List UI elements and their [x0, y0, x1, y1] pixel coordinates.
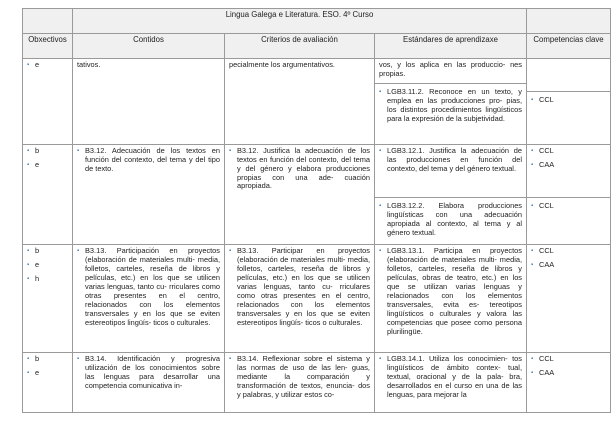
- standard-item: vos, y los aplica en las produccio- nes propias.: [379, 60, 522, 78]
- competence-badge: ▪ CCL: [531, 202, 606, 211]
- objective-item: ▪ b: [27, 247, 68, 256]
- content-text: tativos.: [77, 60, 101, 69]
- competence-badge: ▪ CAA: [531, 369, 606, 378]
- content-text: ▪ B3.13. Participación en proyectos (elaboración de materiales multi- media, folletos, carteles, reseña de libros y películas, etc.) en los que se utilicen varias lenguas, tanto cu- rriculares como otras presentes en el centro, relacionados con los elementos transversales y en los que se eviten estereotipos lingüís- ticos o culturales.: [77, 247, 220, 327]
- standard-item: ▪ LGB3.12.2. Elabora producciones lingüísticas con una adecuación apropiada al contexto, al tema y al género textual.: [379, 202, 522, 238]
- content-cell: [73, 245, 225, 353]
- objective-item: ▪ b: [27, 355, 68, 364]
- column-header-competences: Competencias clave: [527, 34, 611, 59]
- table-row: [23, 59, 611, 145]
- objective-item: ▪ e: [27, 369, 68, 378]
- objective-item: ▪ b: [27, 147, 68, 156]
- standard-item: ▪ LGB3.11.2. Reconoce en un texto, y emplea en las producciones pro- pias, los distintos procedimientos lingüísticos para la expresión de la subjetividad.: [379, 88, 522, 124]
- curriculum-table: [22, 8, 611, 413]
- column-header-standards: Estándares de aprendizaxe: [375, 34, 527, 59]
- criteria-text: ▪ B3.13. Participar en proyectos (elaboración de materiales multi- media, folletos, carteles, reseña de libros y películas, etc.) en los que se utilicen varias lenguas, tanto cu- rriculares como otras presentes en el centro, relacionados con los elementos transversales y en los que se eviten estereotipos lingüís- ticos o culturales.: [229, 247, 370, 327]
- table-title: Lingua Galega e Literatura. ESO. 4º Curso: [73, 9, 527, 34]
- criteria-text: ▪ B3.14. Reflexionar sobre el sistema y las normas de uso de las len- guas, mediante la comparación y transformación de textos, enuncia- dos y palabras, y utilizar estos co-: [229, 355, 370, 400]
- column-header-content: Contidos: [73, 34, 225, 59]
- content-text: ▪ B3.12. Adecuación de los textos en función del contexto, del tema y del tipo de texto.: [77, 147, 220, 174]
- content-cell: [73, 59, 225, 145]
- competence-badge: ▪ CCL: [531, 147, 606, 156]
- table-title-row: [23, 9, 611, 34]
- header-blank-cell: [527, 9, 611, 34]
- competences-cell: [527, 353, 611, 413]
- competence-badge: ▪ CCL: [531, 247, 606, 256]
- objectives-cell: [23, 353, 73, 413]
- criteria-cell: [225, 353, 375, 413]
- content-cell: [73, 353, 225, 413]
- table-row: [23, 144, 611, 245]
- standards-cell: [375, 353, 527, 413]
- competence-badge: ▪ CCL: [531, 96, 606, 105]
- objectives-cell: [23, 245, 73, 353]
- objectives-cell: [23, 59, 73, 145]
- competences-cell: [527, 245, 611, 353]
- standards-cell: [375, 245, 527, 353]
- content-text: ▪ B3.14. Identificación y progresiva utilización de los conocimientos sobre las lenguas para desarrollar una competencia comunicativa in-: [77, 355, 220, 391]
- column-header-objectives: Obxectivos: [23, 34, 73, 59]
- standards-cell: [375, 59, 527, 145]
- content-cell: [73, 144, 225, 245]
- standard-item: ▪ LGB3.14.1. Utiliza los conocimien- tos lingüísticos de ámbito contex- tual, textual, oracional y de la pala- bra, desarrollados en el curso en una de las lenguas, para mejorar la: [379, 355, 522, 400]
- column-header-criteria: Criterios de avaliación: [225, 34, 375, 59]
- header-blank-cell: [23, 9, 73, 34]
- standard-item: ▪ LGB3.12.1. Justifica la adecuación de las producciones en función del contexto, del tema y del género textual.: [379, 147, 522, 174]
- objective-item: ▪ e: [27, 161, 68, 170]
- objective-item: ▪ e: [27, 61, 68, 70]
- criteria-text: ▪ B3.12. Justifica la adecuación de los textos en función del contexto, del tema y del género y elabora producciones propias con una ade- cuación apropiada.: [229, 147, 370, 192]
- standard-item: ▪ LGB3.13.1. Participa en proyectos (elaboración de materiales multi- media, folletos, carteles, reseña de libros y películas, obras de teatro, etc.) en los que se utilizan varias lenguas y relacionados con los elementos transversales, evita es- tereotipos lingüísticos o culturales y valora las competencias que posee como persona plurilingüe.: [379, 247, 522, 336]
- table-row: [23, 353, 611, 413]
- objective-item: ▪ e: [27, 261, 68, 270]
- table-row: [23, 245, 611, 353]
- competence-badge: ▪ CAA: [531, 261, 606, 270]
- column-header-row: [23, 34, 611, 59]
- competence-badge: ▪ CCL: [531, 355, 606, 364]
- competences-cell: [527, 144, 611, 245]
- criteria-cell: [225, 59, 375, 145]
- objective-item: ▪ h: [27, 275, 68, 284]
- competence-badge: ▪ CAA: [531, 161, 606, 170]
- objectives-cell: [23, 144, 73, 245]
- criteria-text: pecialmente los argumentativos.: [229, 60, 335, 69]
- standards-cell: [375, 144, 527, 245]
- competences-cell: [527, 59, 611, 145]
- criteria-cell: [225, 245, 375, 353]
- criteria-cell: [225, 144, 375, 245]
